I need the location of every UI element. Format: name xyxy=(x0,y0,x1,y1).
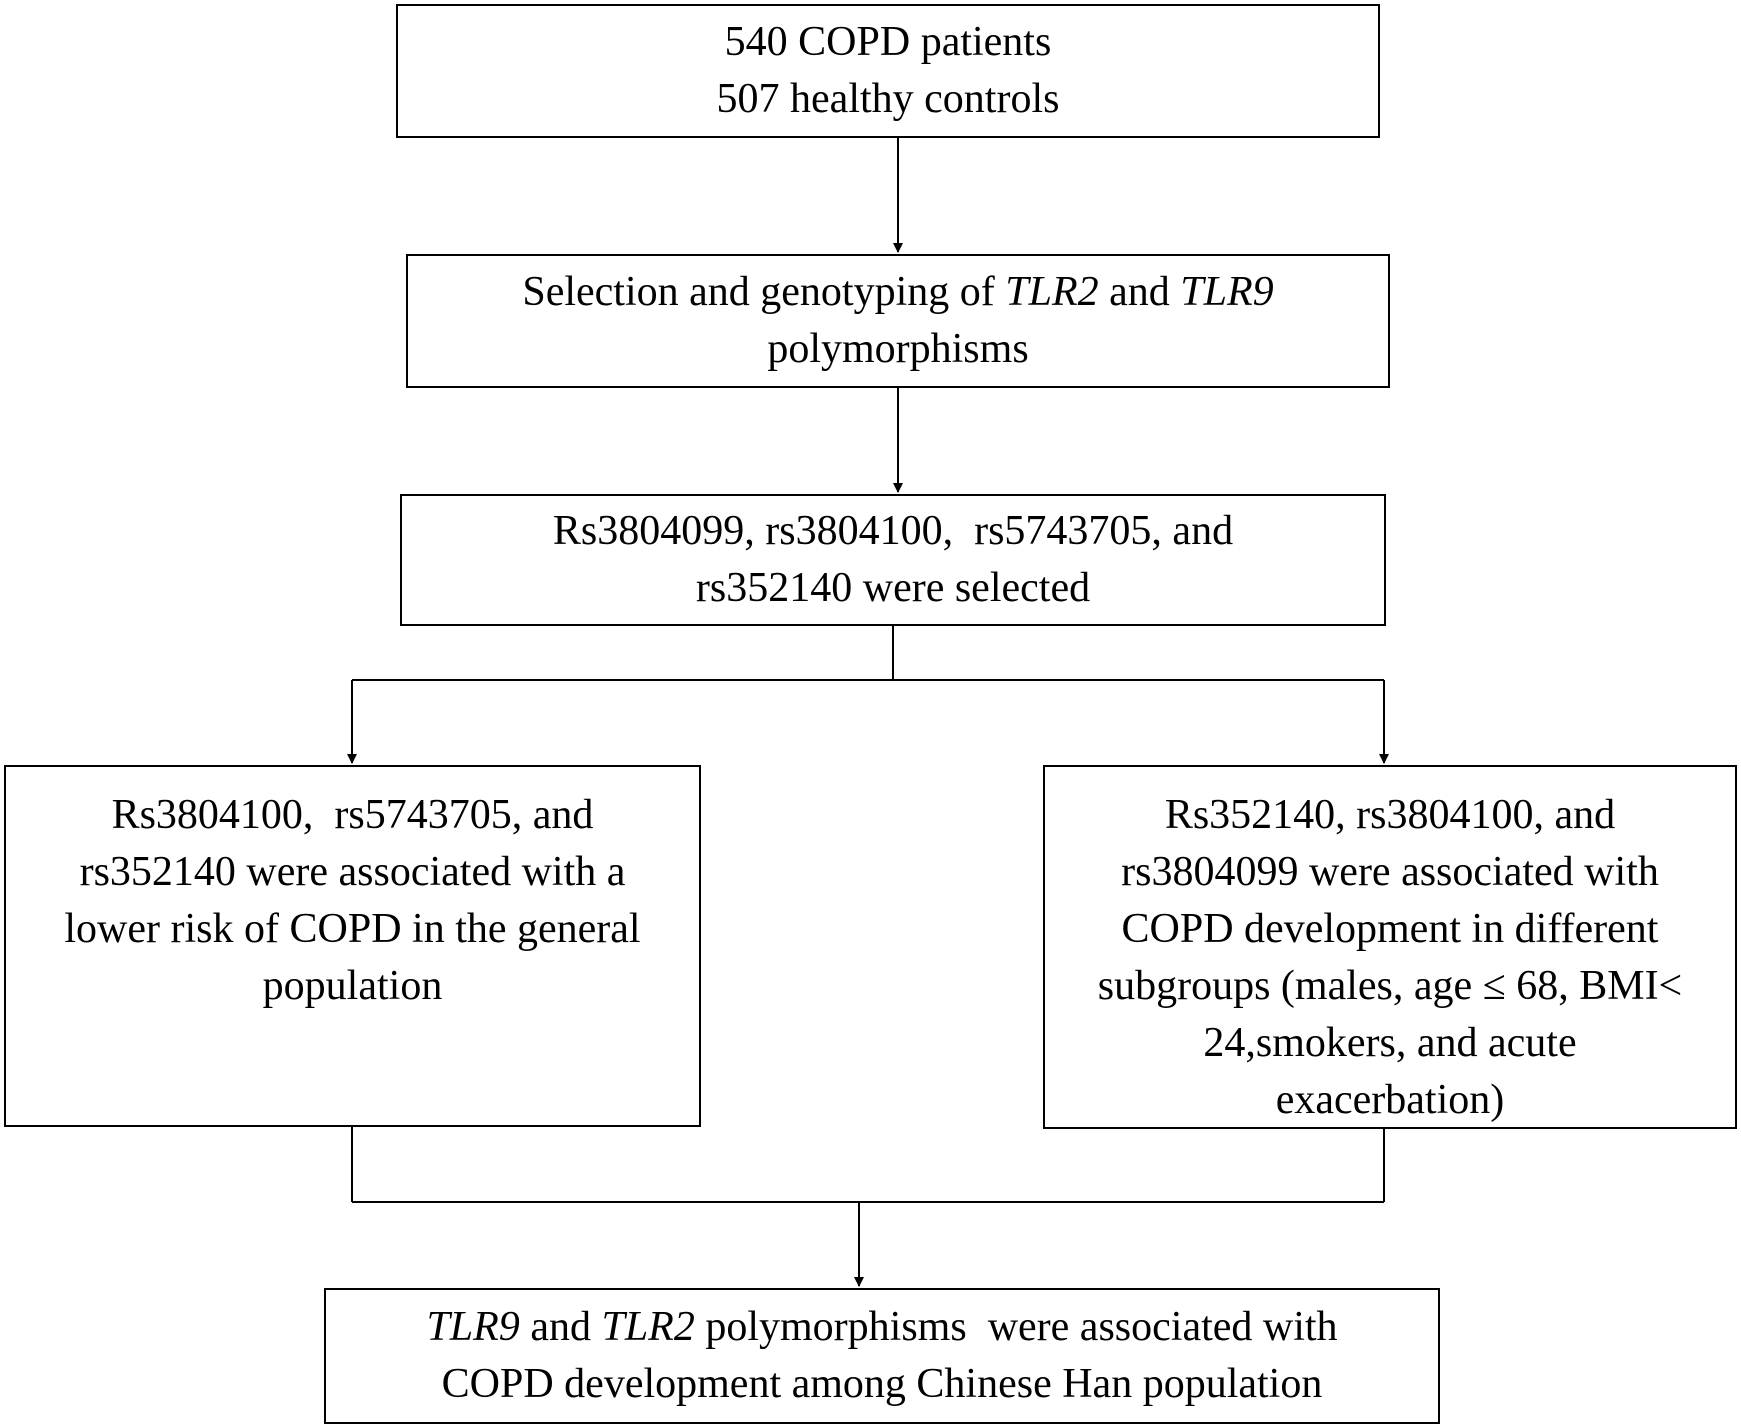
subgroup-line-2: rs3804099 were associated with xyxy=(1121,849,1659,895)
selection-line-2: polymorphisms xyxy=(767,326,1029,372)
conclusion-suffix-text: polymorphisms were associated with xyxy=(694,1304,1338,1350)
cohort-patients-text: 540 COPD patients xyxy=(724,19,1052,65)
gene-tlr9-label: TLR9 xyxy=(1180,269,1274,315)
general-population-result-box xyxy=(4,765,701,1127)
selection-line-1 xyxy=(522,264,1273,321)
subgroup-result-box xyxy=(1043,765,1737,1129)
conclusion-box xyxy=(324,1288,1440,1424)
subgroup-line-1: Rs352140, rs3804100, and xyxy=(1164,792,1616,838)
general-line-3: lower risk of COPD in the general xyxy=(64,906,641,952)
general-line-4: population xyxy=(262,963,443,1009)
subgroup-line-5: 24,smokers, and acute xyxy=(1203,1020,1577,1066)
general-line-1: Rs3804100, rs5743705, and xyxy=(111,792,594,838)
subgroup-line-3: COPD development in different xyxy=(1121,906,1659,952)
selection-prefix-text: Selection and genotyping of xyxy=(522,269,1006,315)
cohort-controls-text: 507 healthy controls xyxy=(716,76,1060,122)
subgroup-line-4: subgroups (males, age ≤ 68, BMI< xyxy=(1097,963,1683,1009)
selection-genotyping-box xyxy=(406,254,1390,388)
gene-tlr2-conclusion-label: TLR2 xyxy=(601,1304,695,1350)
subgroup-line-6: exacerbation) xyxy=(1275,1077,1505,1123)
selection-and-text: and xyxy=(1098,269,1181,315)
conclusion-line-1 xyxy=(426,1299,1337,1356)
conclusion-line-2: COPD development among Chinese Han population xyxy=(441,1361,1323,1407)
conclusion-and-text: and xyxy=(519,1304,602,1350)
cohort-box xyxy=(396,4,1380,138)
gene-tlr9-conclusion-label: TLR9 xyxy=(426,1304,520,1350)
snps-line-2: rs352140 were selected xyxy=(695,565,1091,611)
gene-tlr2-label: TLR2 xyxy=(1005,269,1099,315)
general-line-2: rs352140 were associated with a xyxy=(79,849,626,895)
snps-line-1: Rs3804099, rs3804100, rs5743705, and xyxy=(552,508,1234,554)
selected-snps-box xyxy=(400,494,1386,626)
